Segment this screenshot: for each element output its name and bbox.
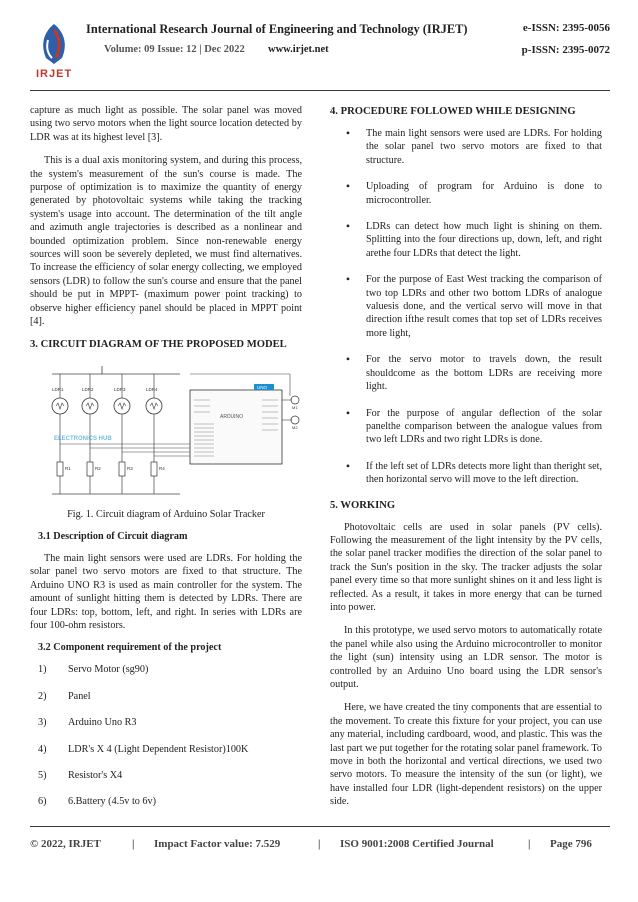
servo-2 xyxy=(291,416,299,424)
servo-1 xyxy=(291,396,299,404)
res-label: R2 xyxy=(95,465,101,471)
resistor-4 xyxy=(151,462,157,476)
list-item: • For the purpose of angular deflection of the solar panelthe comparison between the analogue values from two left LDRs and two right LDRs is done. xyxy=(330,407,602,447)
iso-certification: ISO 9001:2008 Certified Journal xyxy=(340,838,494,850)
circuit-svg xyxy=(30,360,302,500)
ldr-label: LDR2 xyxy=(82,386,94,392)
list-item: 5) Resistor's X4 xyxy=(38,769,123,781)
page-number: Page 796 xyxy=(550,838,592,850)
component-list xyxy=(30,663,302,808)
footer-separator: | xyxy=(318,838,321,850)
ldr-label: LDR4 xyxy=(146,386,158,392)
ldr-4 xyxy=(146,398,162,414)
section-heading-circuit: 3. CIRCUIT DIAGRAM OF THE PROPOSED MODEL xyxy=(30,338,287,350)
servo-label: M2 xyxy=(292,424,298,430)
section-heading-procedure: 4. PROCEDURE FOLLOWED WHILE DESIGNING xyxy=(330,106,576,117)
copyright: © 2022, IRJET xyxy=(30,838,101,850)
list-item: • If the left set of LDRs detects more light than theright set, then horizontal servo will move to the left direction. xyxy=(330,460,602,487)
board-tag-label: UNO xyxy=(257,384,267,390)
bullet-icon: • xyxy=(345,219,351,234)
ldr-label: LDR3 xyxy=(114,386,126,392)
impact-factor: Impact Factor value: 7.529 xyxy=(154,838,281,850)
pissn: p-ISSN: 2395-0072 xyxy=(521,44,610,56)
bullet-icon: • xyxy=(345,352,351,367)
paragraph: In this prototype, we used servo motors to automatically rotate the panel while also using the Arduino microcontroller to monitor the light (sun) intensity using an LDR sensor. The motor is controlled by an Arduino Uno board using the LDR sensor's output. xyxy=(330,625,602,690)
paragraph: Photovoltaic cells are used in solar panels (PV cells). Following the measurement of the light intensity by the PV cells, the solar panel tracker modifies the direction of the solar panel to track the Sun's position in the sky. The tracker adjusts the solar panel every time so that more sunlight shines on it and less light is reflected. As a result, it takes in more energy that can be turned into power. xyxy=(330,521,602,613)
watermark-text: ELECTRONICS HUB xyxy=(54,435,112,442)
list-item: • The main light sensors were used are LDRs. For holding the solar panel two servo motors are fixed to that structure. xyxy=(330,127,602,167)
left-column xyxy=(30,104,302,822)
res-label: R4 xyxy=(159,465,165,471)
bullet-icon: • xyxy=(345,179,351,194)
board-label: ARDUINO xyxy=(220,413,244,420)
paragraph: Here, we have created the tiny components that are essential to the movement. To create this fixture for your project, you can use any material, including cardboard, wood, and plastic. This was the last part we put together for the rotating solar panel framework. To move in both the horizontal and vertical directions, we used two servo motors. To measure the intensity of the sun (or light), we have installed four LDR (light-dependent resistors) on the upper side. xyxy=(330,702,602,808)
figure-caption: Fig. 1. Circuit diagram of Arduino Solar Tracker xyxy=(67,508,265,520)
paragraph: This is a dual axis monitoring system, and during this process, the system's measurement of the sun's course is made. The purpose of optimization is to maximize the quantity of energy generated by photovoltaic systems while taking the tracking system's usage into account. The determination of the tilt angle and azimuth angle trajectories is described as a nonlinear and bounded optimization problem. Since non-renewable energy sources will soon be severely depleted, we must find alternatives. To increase the efficiency of solar energy collecting, we employed sensors (LDR) to follow the sun's course and ensure that the panel should be put in MPPT- (maximum power point tracking) to observe higher efficiency panel should be placed in MPPT point [4]. xyxy=(30,155,302,328)
logo-text: IRJET xyxy=(36,68,73,80)
ldr-group xyxy=(52,374,190,494)
paragraph: The main light sensors were used are LDRs. For holding the solar panel two servo motors are fixed to that structure. The Arduino UNO R3 is used as main controller for the system. The amount of sunlight hitting them is detected by LDRs. There are four LDRs: top, bottom, left, and right. In series with LDRs are four 100-ohm resistors. xyxy=(30,552,302,631)
ldr-2 xyxy=(82,398,98,414)
subsection-heading-components: 3.2 Component requirement of the project xyxy=(38,642,222,654)
ldr-3 xyxy=(114,398,130,414)
list-item: • LDRs can detect how much light is shining on them. Splitting into the four directions up, down, left, and right arethe four LDRs that detect the light. xyxy=(330,220,602,260)
website-link[interactable]: www.irjet.net xyxy=(268,44,329,55)
list-item: • For the servo motor to travels down, the result shouldcome as the bottom LDRs are receiving more light. xyxy=(330,353,602,393)
resistor-2 xyxy=(87,462,93,476)
eissn: e-ISSN: 2395-0056 xyxy=(522,22,610,34)
list-item: • Uploading of program for Arduino is done to microcontroller. xyxy=(330,180,602,207)
bullet-icon: • xyxy=(345,458,351,473)
paragraph: capture as much light as possible. The solar panel was moved using two servo motors when the light source location detected by LDR was at its highest level [3]. xyxy=(30,105,302,143)
list-item: 2) Panel xyxy=(38,690,91,702)
volume-issue: Volume: 09 Issue: 12 | Dec 2022 xyxy=(104,44,245,55)
bullet-icon: • xyxy=(345,405,351,420)
header-divider xyxy=(30,90,610,91)
subsection-heading-description: 3.1 Description of Circuit diagram xyxy=(38,530,188,542)
footer-separator: | xyxy=(132,838,135,850)
right-column xyxy=(330,104,602,819)
footer-separator: | xyxy=(528,838,531,850)
arduino-board xyxy=(190,390,282,464)
res-label: R1 xyxy=(65,465,71,471)
servo-label: M1 xyxy=(292,404,298,410)
procedure-list xyxy=(330,127,602,487)
bullet-icon: • xyxy=(345,272,351,287)
res-label: R3 xyxy=(127,465,133,471)
circuit-diagram xyxy=(30,360,302,500)
list-item: 4) LDR's X 4 (Light Dependent Resistor)100K xyxy=(38,743,249,755)
journal-title: International Research Journal of Engineering and Technology (IRJET) xyxy=(86,22,468,36)
ldr-1 xyxy=(52,398,68,414)
list-item: 1) Servo Motor (sg90) xyxy=(38,664,149,676)
list-item: 6) 6.Battery (4.5v to 6v) xyxy=(38,796,156,808)
page-header xyxy=(30,18,610,90)
resistor-3 xyxy=(119,462,125,476)
section-heading-working: 5. WORKING xyxy=(330,499,396,511)
footer-divider xyxy=(30,826,610,827)
bullet-icon: • xyxy=(345,126,351,140)
ldr-label: LDR1 xyxy=(52,386,64,392)
resistor-1 xyxy=(57,462,63,476)
list-item: 3) Arduino Uno R3 xyxy=(38,717,137,729)
list-item: • For the purpose of East West tracking the comparison of two top LDRs and other two bottom LDRs of analogue valuesis done, and the vertical servo will move in that direction ifthe result comes that top set of LDRs receives more light, xyxy=(330,273,602,340)
